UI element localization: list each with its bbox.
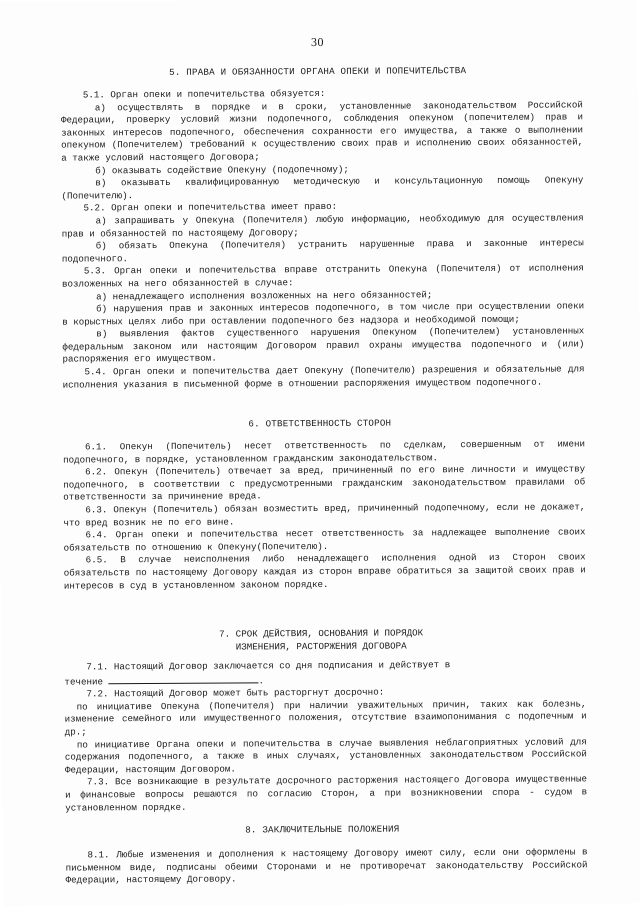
term-blank-line bbox=[108, 673, 258, 684]
paragraph-5-2-b: б) обязать Опекуна (Попечителя) устранить нарушенные права и законные интересы подопечного. bbox=[61, 237, 584, 265]
section-5-heading: 5. ПРАВА И ОБЯЗАННОСТИ ОРГАНА ОПЕКИ И ПОПЕЧИТЕЛЬСТВА bbox=[169, 65, 467, 78]
section-7-heading-line-1: 7. СРОК ДЕЙСТВИЯ, ОСНОВАНИЯ И ПОРЯДОК bbox=[219, 627, 424, 640]
paragraph-5-1-c: в) оказывать квалифицированную методическую и консультационную помощь Опекуну (Попечителю). bbox=[61, 174, 584, 202]
paragraph-7-2: 7.2. Настоящий Договор может быть расторгнут досрочно: bbox=[86, 686, 385, 700]
term-label: течение bbox=[64, 675, 104, 688]
paragraph-5-3-a: а) ненадлежащего исполнения возложенных на него обязанностей; bbox=[96, 288, 433, 302]
paragraph-5-4: 5.4. Орган опеки и попечительства дает Опекуну (Попечителю) разрешения и обязательные для исполнения указания в письменной форме в отношении распоряжения имуществом подопечного. bbox=[62, 363, 585, 391]
paragraph-7-1: 7.1. Настоящий Договор заключается со дня подписания и действует в bbox=[86, 659, 451, 673]
paragraph-5-3-b: б) нарушения прав и законных интересов подопечного, в том числе при осуществлении опеки в корыстных целях либо при оставлении подопечного без надзора и необходимой помощи; bbox=[62, 300, 585, 328]
paragraph-5-1-a: а) осуществлять в порядке и в сроки, установленные законодательством Российской Федерации, проверку условий жизни подопечного, соблюдения опекуном (попечителем) прав и законных интересов подопечного, обеспечения сохранности его имущества, а также о выполнении опекуном (Попечителем) требований к осуществлению своих прав и исполнению своих обязанностей, а также условий настоящего Договора; bbox=[60, 98, 584, 164]
section-7-body bbox=[64, 658, 587, 814]
section-8-body bbox=[65, 846, 587, 887]
paragraph-6-2: 6.2. Опекун (Попечитель) отвечает за вред, причиненный по его вине личности и имуществу подопечного, в соответствии с предусмотренными гражданским законодательством правилами об ответственности за причинение вреда. bbox=[63, 463, 586, 503]
section-5-body bbox=[61, 86, 585, 391]
paragraph-6-1: 6.1. Опекун (Попечитель) несет ответственность по сделкам, совершенным от имени подопечного, в порядке, установленном гражданским законодательством. bbox=[63, 438, 586, 466]
paragraph-5-1-b: б) оказывать содействие Опекуну (подопечному); bbox=[95, 163, 349, 176]
section-6-heading: 6. ОТВЕТСТВЕННОСТЬ СТОРОН bbox=[248, 417, 392, 430]
paragraph-7-2-b: по инициативе Органа опеки и попечительства в случае выявления неблагоприятных условий для содержания подопечного, а также в иных случаях, установленных законодательством Российской Федерации, настоящим Договором. bbox=[64, 735, 587, 776]
paragraph-5-3: 5.3. Орган опеки и попечительства вправе отстранить Опекуна (Попечителя) от исполнения возложенных на него обязанностей в случае: bbox=[61, 262, 584, 290]
paragraph-7-3: 7.3. Все возникающие в результате досрочного расторжения настоящего Договора имущественные и финансовые вопросы решаются по согласию Сторон, а при возникновении спора - судом в установленном порядке. bbox=[65, 773, 588, 814]
section-8-heading: 8. ЗАКЛЮЧИТЕЛЬНЫЕ ПОЛОЖЕНИЯ bbox=[245, 823, 400, 836]
paragraph-7-2-a: по инициативе Опекуна (Попечителя) при наличии уважительных причин, таких как болезнь, изменение семейного или имущественного положения, отсутствие взаимопонимания с подопечным и др.; bbox=[64, 698, 587, 738]
term-period: . bbox=[258, 674, 265, 686]
paragraph-6-3: 6.3. Опекун (Попечитель) обязан возместить вред, причиненный подопечному, если не докажет, что вред возник не по его вине. bbox=[63, 501, 586, 529]
paragraph-6-5: 6.5. В случае неисполнения либо ненадлежащего исполнения одной из Сторон своих обязательств по настоящему Договору каждая из сторон вправе обратиться за защитой своих прав и интересов в суд в установленном законом порядке. bbox=[63, 551, 586, 592]
paragraph-5-1: 5.1. Орган опеки и попечительства обязуется: bbox=[82, 87, 326, 101]
paragraph-6-4: 6.4. Орган опеки и попечительства несет ответственность за надлежащее выполнение своих обязательств по отношению к Опекуну(Попечителю). bbox=[63, 526, 586, 554]
paragraph-5-2-a: а) запрашивать у Опекуна (Попечителя) любую информацию, необходимую для осуществления прав и обязанностей по настоящему Договору; bbox=[61, 212, 584, 240]
paragraph-5-2: 5.2. Орган опеки и попечительства имеет право: bbox=[83, 201, 338, 214]
section-7-heading-line-2: ИЗМЕНЕНИЯ, РАСТОРЖЕНИЯ ДОГОВОРА bbox=[235, 640, 407, 653]
page-number: 30 bbox=[310, 34, 325, 50]
section-6-body bbox=[63, 438, 586, 592]
paragraph-5-3-c: в) выявления фактов существенного нарушения Опекуном (Попечителем) установленных федеральным законом или настоящим Договором правил охраны имущества подопечного и (или) распоряжения его имуществом. bbox=[62, 325, 585, 366]
section-7-heading bbox=[1, 626, 640, 655]
paragraph-8-1: 8.1. Любые изменения и дополнения к настоящему Договору имеют силу, если они оформлены в письменном виде, подписаны обеими Сторонами и не противоречат законодательству Российской Федерации, настоящему Договору. bbox=[65, 846, 588, 886]
